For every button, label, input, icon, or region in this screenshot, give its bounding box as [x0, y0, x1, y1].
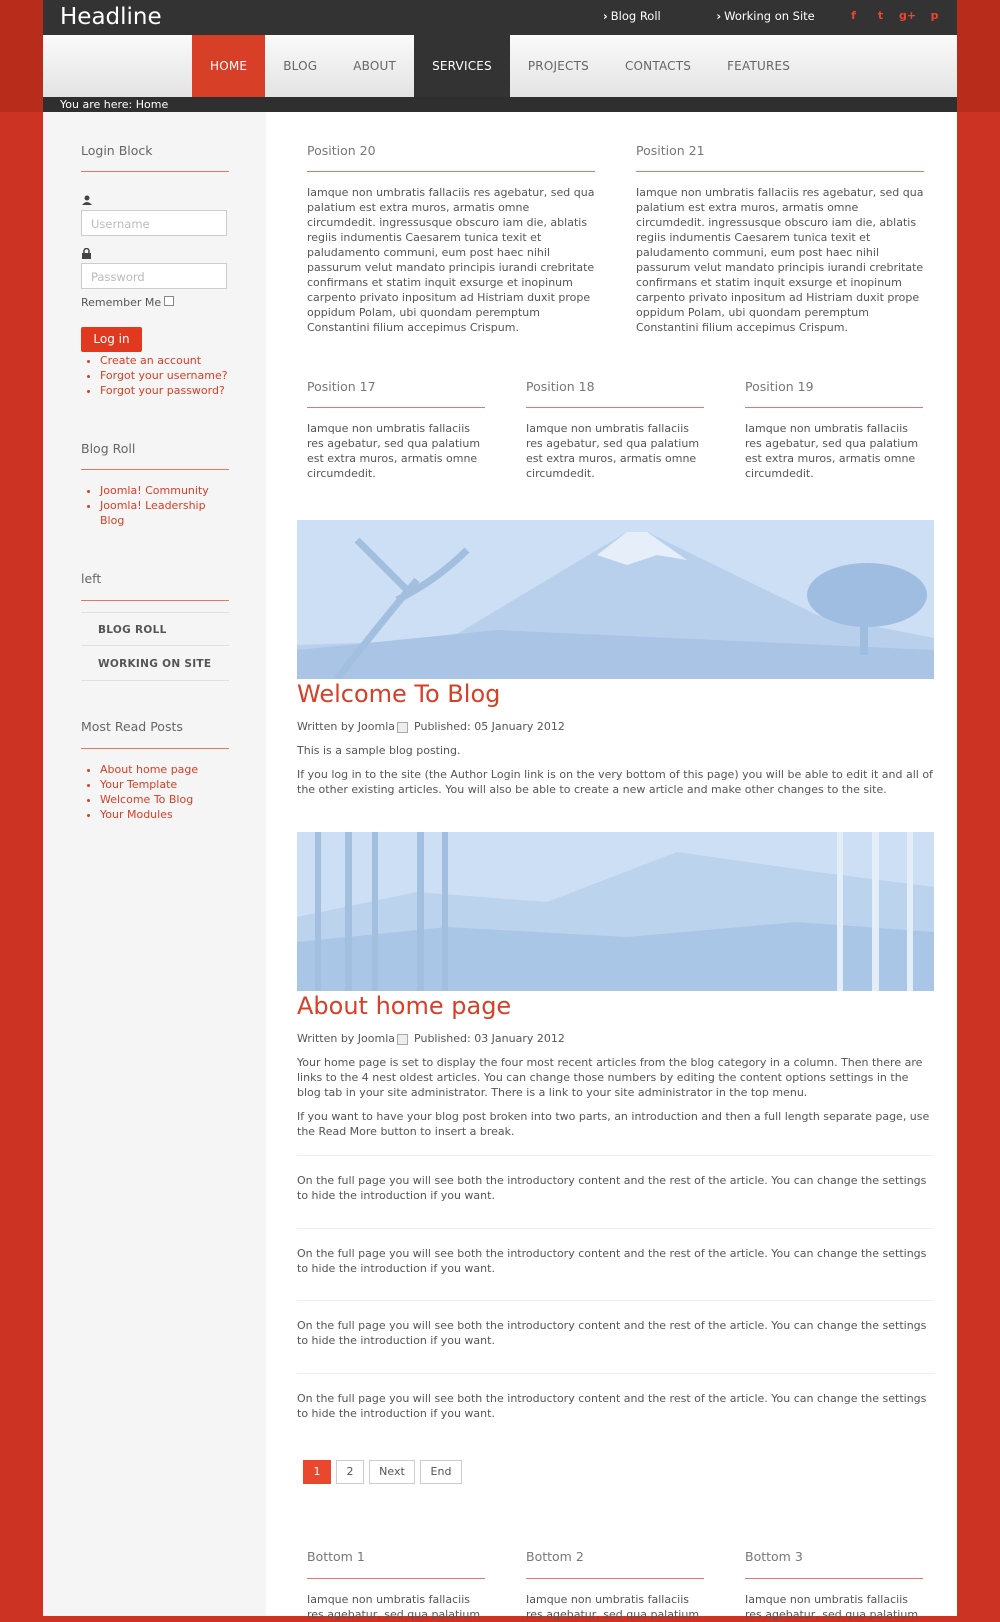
position-21-text: Iamque non umbratis fallaciis res agebatur, sed qua palatium est extra muros, armatis omne circumdedit. ingressusque obscuro iam die, ablatis regiis indumentis Caesarem tunica texit et paludamento communi, eum post haec nihil passurum velut mandato principis iurandi crebritate confirmans et statim inquit exsurge et inopinum carpento privato inpositum ad Histriam duxit prope oppidum Polam, ubi quondam peremptum Constantini filium accepimus Crispum. — [636, 186, 924, 334]
main-nav — [43, 35, 957, 97]
position-19-text: Iamque non umbratis fallaciis res agebatur, sed qua palatium est extra muros, armatis omne circumdedit. — [745, 422, 919, 480]
username-input[interactable]: Username — [81, 210, 227, 236]
article-image — [297, 520, 934, 679]
article-image — [297, 832, 934, 991]
divider — [297, 1373, 934, 1374]
chevron-right-icon: › — [716, 9, 722, 23]
top-links — [603, 9, 867, 23]
article-paragraph: If you want to have your blog post broken into two parts, an introduction and then a full length separate page, use the Read More button to insert a break. — [297, 1110, 930, 1138]
divider — [307, 171, 595, 172]
most-read-title: Most Read Posts — [81, 719, 183, 734]
divider — [81, 600, 229, 601]
next-page-button[interactable]: Next — [369, 1460, 415, 1484]
divider — [297, 1300, 934, 1301]
article-title[interactable]: About home page — [297, 992, 512, 1020]
calendar-icon — [397, 1034, 408, 1045]
article-published: Published: 03 January 2012 — [414, 1032, 565, 1045]
social-icons — [840, 9, 948, 22]
article-meta — [297, 1032, 565, 1045]
menu-working-on-site[interactable]: WORKING ON SITE — [81, 647, 229, 681]
nav-blog[interactable]: BLOG — [283, 59, 318, 73]
divider — [745, 407, 923, 408]
nav-about[interactable]: ABOUT — [353, 59, 397, 73]
joomla-leadership-link[interactable]: • Joomla! Leadership Blog — [100, 498, 210, 528]
divider — [297, 1228, 934, 1229]
password-input[interactable]: Password — [81, 263, 227, 289]
position-19-title: Position 19 — [745, 379, 814, 394]
user-icon — [82, 195, 92, 208]
sidebar — [43, 112, 266, 1616]
bottom-3-text: Iamque non umbratis fallaciis res agebatur, sed qua palatium — [745, 1593, 919, 1621]
divider — [297, 1155, 934, 1156]
chevron-right-icon: › — [603, 9, 608, 23]
top-link-working-on-site[interactable]: › Working on Site — [716, 9, 815, 23]
intro-item: On the full page you will see both the introductory content and the rest of the article. You can change the settings to hide the introduction if you want. — [297, 1392, 927, 1420]
twitter-icon[interactable]: t — [877, 9, 884, 22]
pinterest-icon[interactable]: p — [930, 9, 939, 22]
divider — [526, 1578, 704, 1579]
divider — [307, 1578, 485, 1579]
most-read-link[interactable]: • Your Modules — [100, 807, 198, 822]
remember-me — [81, 296, 174, 309]
position-18-text: Iamque non umbratis fallaciis res agebatur, sed qua palatium est extra muros, armatis omne circumdedit. — [526, 422, 700, 480]
login-block-title: Login Block — [81, 143, 153, 158]
nav-services[interactable]: SERVICES — [414, 35, 510, 97]
divider — [745, 1578, 923, 1579]
page-1-button[interactable]: 1 — [303, 1460, 331, 1484]
divider — [81, 469, 229, 470]
forgot-password-link[interactable]: • Forgot your password? — [100, 383, 228, 398]
article-author: Written by Joomla — [297, 720, 396, 733]
most-read-link[interactable]: • Your Template — [100, 777, 198, 792]
position-20-text: Iamque non umbratis fallaciis res agebatur, sed qua palatium est extra muros, armatis omne circumdedit. ingressusque obscuro iam die, ablatis regiis indumentis Caesarem tunica texit et paludamento communi, eum post haec nihil passurum velut mandato principis iurandi crebritate confirmans et statim inquit exsurge et inopinum carpento privato inpositum ad Histriam duxit prope oppidum Polam, ubi quondam peremptum Constantini filium accepimus Crispum. — [307, 186, 595, 334]
nav-features[interactable]: FEATURES — [727, 59, 791, 73]
lock-icon — [82, 248, 91, 262]
joomla-community-link[interactable]: • Joomla! Community — [100, 483, 210, 498]
article-meta — [297, 720, 565, 733]
article-paragraph: If you log in to the site (the Author Login link is on the very bottom of this page) you will be able to edit it and all of the other existing articles. You will also be able to create a new article and make other changes to the site. — [297, 768, 933, 796]
left-module-title: left — [81, 571, 102, 586]
most-read-link[interactable]: • About home page — [100, 762, 198, 777]
article-title[interactable]: Welcome To Blog — [297, 680, 501, 708]
top-bar — [43, 0, 957, 35]
top-link-blog-roll[interactable]: › Blog Roll — [603, 9, 661, 23]
intro-item: On the full page you will see both the introductory content and the rest of the article. You can change the settings to hide the introduction if you want. — [297, 1319, 927, 1347]
position-21-title: Position 21 — [636, 143, 705, 158]
divider — [526, 407, 704, 408]
forgot-username-link[interactable]: • Forgot your username? — [100, 368, 228, 383]
blog-roll-links — [81, 483, 210, 528]
facebook-icon[interactable]: f — [851, 9, 856, 22]
divider — [636, 171, 924, 172]
remember-me-label: Remember Me — [81, 296, 162, 309]
position-18-title: Position 18 — [526, 379, 595, 394]
article-paragraph: This is a sample blog posting. — [297, 744, 461, 757]
login-links — [81, 353, 228, 398]
most-read-link[interactable]: • Welcome To Blog — [100, 792, 198, 807]
login-button[interactable]: Log in — [81, 327, 142, 352]
breadcrumb: You are here: Home — [43, 97, 957, 112]
pagination — [303, 1460, 467, 1484]
position-17-text: Iamque non umbratis fallaciis res agebatur, sed qua palatium est extra muros, armatis omne circumdedit. — [307, 422, 481, 480]
divider — [307, 407, 485, 408]
nav-projects[interactable]: PROJECTS — [527, 59, 589, 73]
menu-blog-roll[interactable]: BLOG ROLL — [81, 612, 229, 646]
blog-roll-title: Blog Roll — [81, 441, 136, 456]
intro-item: On the full page you will see both the introductory content and the rest of the article. You can change the settings to hide the introduction if you want. — [297, 1247, 927, 1275]
position-17-title: Position 17 — [307, 379, 376, 394]
article-author: Written by Joomla — [297, 1032, 396, 1045]
intro-item: On the full page you will see both the introductory content and the rest of the article. You can change the settings to hide the introduction if you want. — [297, 1174, 927, 1202]
divider — [81, 171, 229, 172]
page-2-button[interactable]: 2 — [336, 1460, 364, 1484]
calendar-icon — [397, 722, 408, 733]
bottom-2-text: Iamque non umbratis fallaciis res agebatur, sed qua palatium — [526, 1593, 700, 1621]
article-paragraph: Your home page is set to display the four most recent articles from the blog category in a column. Then there are links to the 4 nest oldest articles. You can change those numbers by editing the content options settings in the blog tab in your site administrator. There is a link to your site administrator in the top menu. — [297, 1056, 923, 1099]
create-account-link[interactable]: • Create an account — [100, 353, 228, 368]
end-page-button[interactable]: End — [420, 1460, 462, 1484]
position-20-title: Position 20 — [307, 143, 376, 158]
remember-me-checkbox[interactable] — [164, 296, 174, 306]
bottom-2-title: Bottom 2 — [526, 1549, 584, 1564]
bottom-1-text: Iamque non umbratis fallaciis res agebatur, sed qua palatium — [307, 1593, 481, 1621]
divider — [81, 748, 229, 749]
article-published: Published: 05 January 2012 — [414, 720, 565, 733]
site-logo[interactable]: Headline — [60, 4, 162, 30]
google-plus-icon[interactable]: g+ — [898, 9, 917, 22]
bottom-1-title: Bottom 1 — [307, 1549, 365, 1564]
nav-contacts[interactable]: CONTACTS — [624, 59, 692, 73]
bottom-3-title: Bottom 3 — [745, 1549, 803, 1564]
nav-home[interactable]: HOME — [192, 35, 265, 97]
most-read-links — [81, 762, 198, 822]
